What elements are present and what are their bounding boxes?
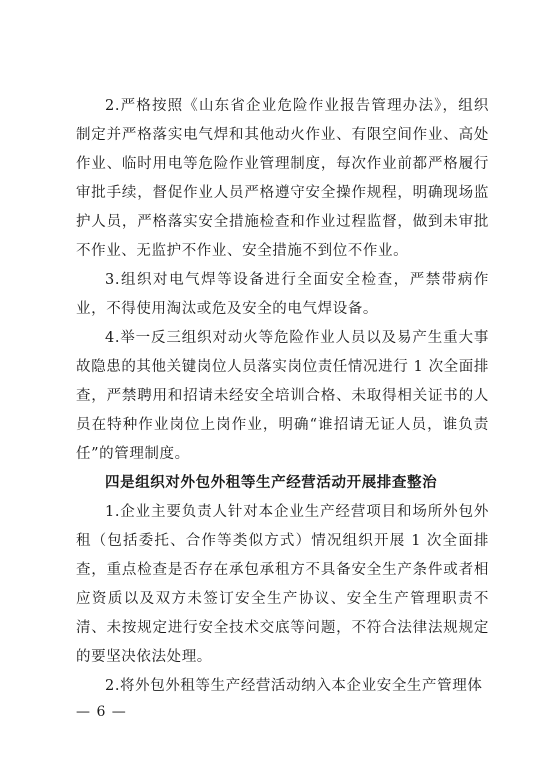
- paragraph-item-3: 3.组织对电气焊等设备进行全面安全检查，严禁带病作业，不得使用淘汰或危及安全的电气焊设备。: [76, 272, 489, 317]
- paragraph-section-item-2: 2.将外包外租等生产经营活动纳入本企业安全生产管理体: [105, 678, 483, 694]
- paragraph-item-2: 2.严格按照《山东省企业危险作业报告管理办法》，组织制定并严格落实电气焊和其他动火作业、有限空间作业、高处作业、临时用电等危险作业管理制度，每次作业前都严格履行审批手续，督促作业人员严格遵守安全操作规程，明确现场监护人员，严格落实安全措施检查和作业过程监督，做到未审批不作业、无监护不作业、安全措施不到位不作业。: [76, 98, 489, 259]
- section-heading: 四是组织对外包外租等生产经营活动开展排查整治: [105, 475, 438, 491]
- paragraph-item-4: 4.举一反三组织对动火等危险作业人员以及易产生重大事故隐患的其他关键岗位人员落实岗位责任情况进行 1 次全面排查，严禁聘用和招请未经安全培训合格、未取得相关证书的人员在特种作业岗位上岗作业，明确“谁招请无证人员，谁负责任”的管理制度。: [76, 330, 489, 462]
- page-number: — 6 —: [76, 704, 127, 720]
- paragraph-section-item-1: 1.企业主要负责人针对本企业生产经营项目和场所外包外租（包括委托、合作等类似方式）情况组织开展 1 次全面排查，重点检查是否存在承包承租方不具备安全生产条件或者相应资质以及双方未签订安全生产协议、安全生产管理职责不清、未按规定进行安全技术交底等问题，不符合法律法规规定的要坚决依法处理。: [76, 504, 489, 665]
- document-body: [76, 92, 489, 701]
